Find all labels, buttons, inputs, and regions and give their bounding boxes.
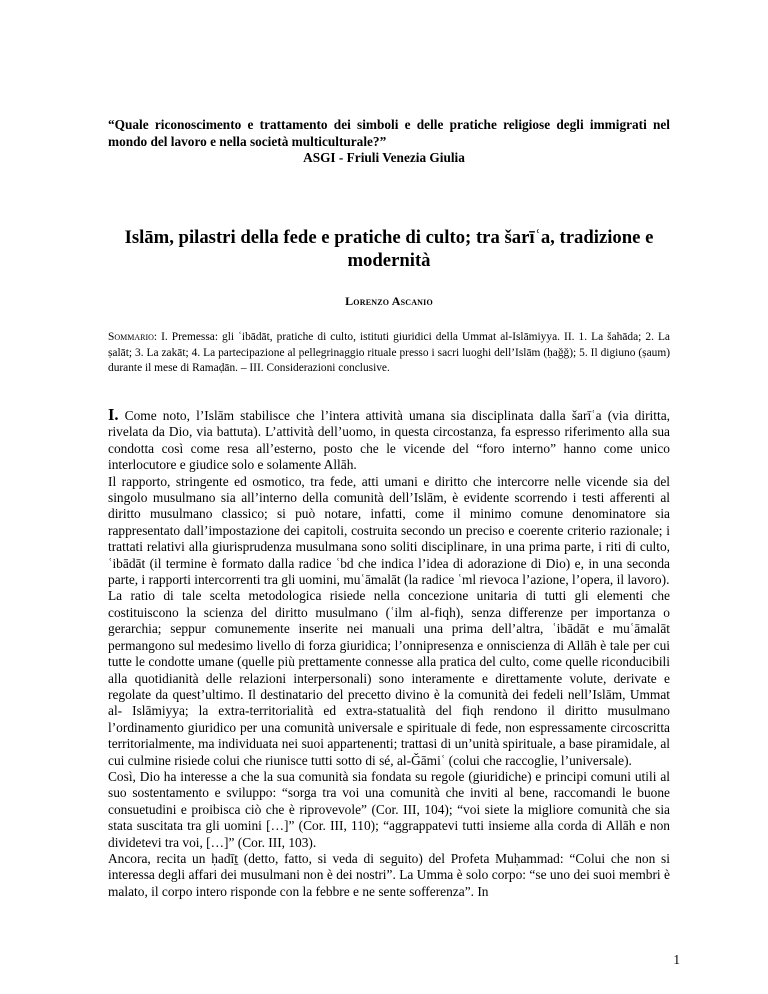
conference-header — [108, 117, 670, 167]
paper-title: Islām, pilastri della fede e pratiche di culto; tra šarīʿa, tradizione e modernità — [124, 227, 654, 271]
organization-name: ASGI - Friuli Venezia Giulia — [303, 150, 465, 165]
summary — [108, 330, 670, 377]
paragraph — [108, 407, 670, 474]
paragraph: La ratio di tale scelta metodologica risiede nella concezione unitaria di tutti gli elementi che costituiscono la scienza del diritto musulmano (ʿilm al-fiqh), senza differenze per importanza o gerarchia; seppur comunemente inserite nei manuali una prima dell’altra, ʿibādāt e muʿāmalāt permangono sul medesimo livello di forza giuridica; l’onnipresenza e onniscienza di Allāh è tale per cui tutte le condotte umane (quelle più prettamente connesse alla pratica del culto, come quelle riconducibili alla quotidianità delle relazioni interpersonali) sono interamente e direttamente volute, derivate e regolate da quest’ultimo. Il destinatario del precetto divino è la comunità dei fedeli nell’Islām, Ummat al- Islāmiyya; la extra-territorialità ed extra-statualità del fiqh rendono il diritto musulmano l’ordinamento giuridico per una comunità universale e spirituale di fede, non espressamente circoscritta territorialmente, ma individuata nei suoi appartenenti; trattasi di un’unità spirituale, a base piramidale, al cui culmine risiede colui che riunisce tutti sotto di sé, al-Ǧāmiʿ (colui che raccoglie, l’universale). — [108, 588, 670, 768]
page-number: 1 — [673, 952, 680, 967]
body-text — [108, 407, 670, 900]
conference-title: “Quale riconoscimento e trattamento dei simboli e delle pratiche religiose degli immigrati nel mondo del lavoro e nella società multiculturale?” — [108, 117, 670, 149]
summary-label: Sommario: — [108, 331, 158, 343]
paragraph: Così, Dio ha interesse a che la sua comunità sia fondata su regole (giuridiche) e principi comuni utili al suo sostentamento e sviluppo: “sorga tra voi una comunità che inviti al bene, raccomandi le buone consuetudini e proibisca ciò che è riprovevole” (Cor. III, 104); “voi siete la migliore comunità che sia stata suscitata tra gli uomini […]” (Cor. III, 110); “aggrappatevi tutti insieme alla corda di Allāh e non dividetevi tra voi, […]” (Cor. III, 103). — [108, 768, 670, 850]
paragraph: Il rapporto, stringente ed osmotico, tra fede, atti umani e diritto che intercorre nelle vicende sia del singolo musulmano sia all’interno della comunità dell’Islām, è evidente scorrendo i testi afferenti al diritto musulmano classico; si può notare, infatti, come il minimo comune denominatore sia rappresentato dall’impostazione dei capitoli, costruita secondo un preciso e coerente criterio razionale; i trattati relativi alla giurisprudenza musulmana sono soliti disciplinare, in una prima parte, i riti di culto, ʿibādāt (il termine è formato dalla radice ʿbd che indica l’idea di adorazione di Dio) e, in una seconda parte, i rapporti intercorrenti tra gli uomini, muʿāmalāt (la radice ʿml rievoca l’azione, l’opera, il lavoro). — [108, 473, 670, 588]
author-name: Lorenzo Ascanio — [345, 294, 433, 308]
summary-text: I. Premessa: gli ʿibādāt, pratiche di culto, istituti giuridici della Ummat al-Islāmiyya. II. 1. La šahāda; 2. La ṣalāt; 3. La zakāt; 4. La partecipazione al pellegrinaggio rituale presso i sacri luoghi dell’Islām (ḥaǧǧ); 5. Il digiuno (ṣaum) durante il mese di Ramaḍān. – III. Considerazioni conclusive. — [108, 331, 670, 375]
section-number: I. — [108, 405, 119, 424]
paragraph: Ancora, recita un ḥadīṯ (detto, fatto, si veda di seguito) del Profeta Muḥammad: “Colui che non si interessa degli affari dei musulmani non è dei nostri”. La Umma è solo corpo: “se uno dei suoi membri è malato, il corpo intero risponde con la febbre e ne sente sofferenza”. In — [108, 850, 670, 899]
paragraph-text: Come noto, l’Islām stabilisce che l’intera attività umana sia disciplinata dalla šarīʿa (via diritta, rivelata da Dio, via battuta). L’attività dell’uomo, in questa circostanza, fa espresso riferimento alla sua condotta così come resa all’esterno, posto che le vicende del “foro interno” hanno come unico interlocutore e giudice solo e solamente Allāh. — [108, 408, 670, 473]
